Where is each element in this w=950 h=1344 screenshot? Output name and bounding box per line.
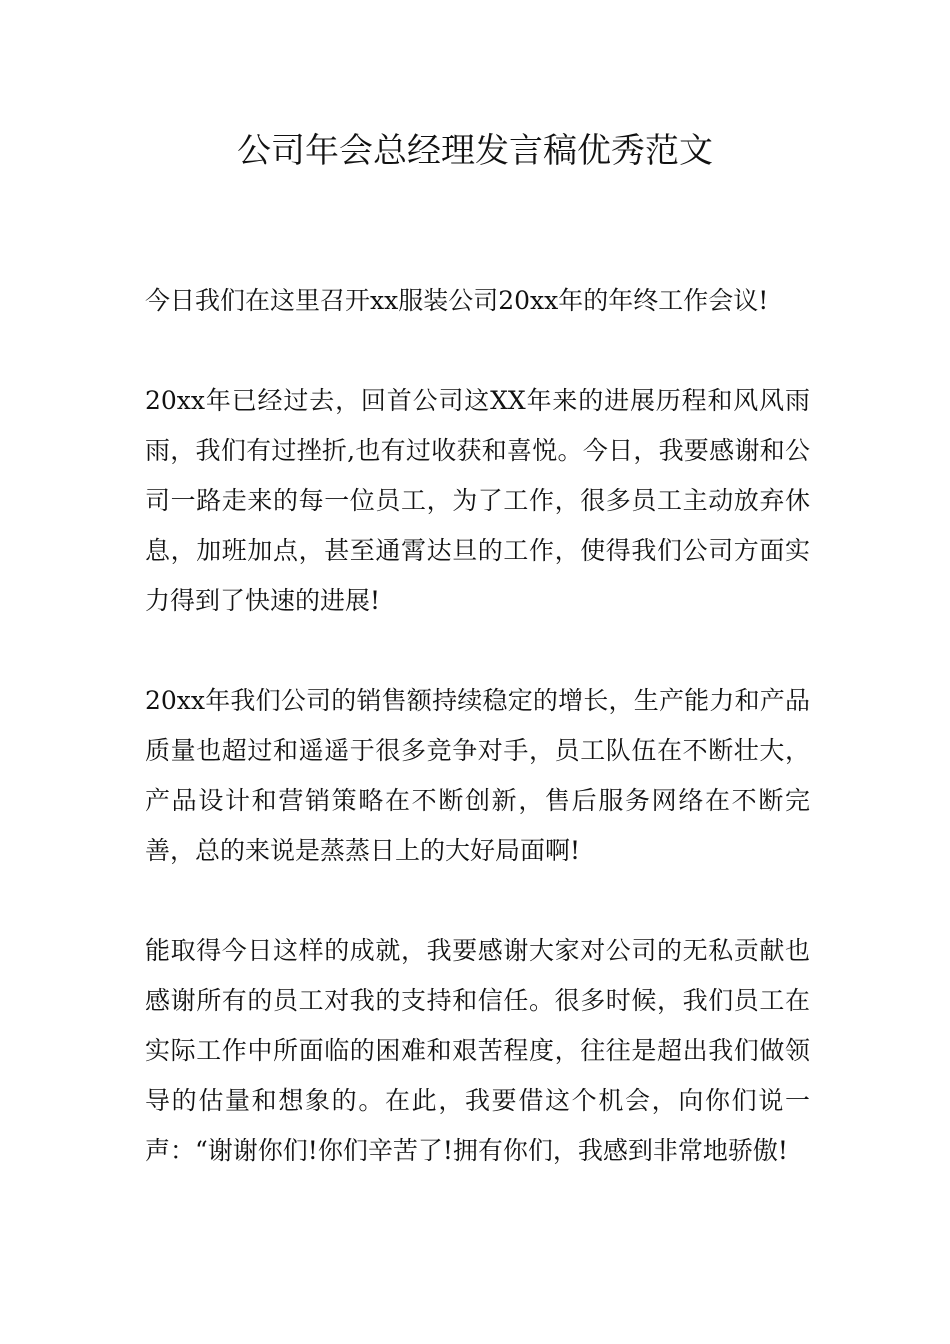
paragraph-4: 能取得今日这样的成就，我要感谢大家对公司的无私贡献也感谢所有的员工对我的支持和信任。很多时候，我们员工在实际工作中所面临的困难和艰苦程度，往往是超出我们做领导的估量和想象的。在此，我要借这个机会，向你们说一声：“谢谢你们!你们辛苦了!拥有你们，我感到非常地骄傲! <box>145 936 810 1165</box>
document-body <box>145 276 810 1226</box>
document-title: 公司年会总经理发言稿优秀范文 <box>237 131 713 171</box>
paragraph-1: 今日我们在这里召开xx服装公司20xx年的年终工作会议! <box>145 286 769 315</box>
paragraph-2: 20xx年已经过去，回首公司这XX年来的进展历程和风风雨雨，我们有过挫折,也有过收获和喜悦。今日，我要感谢和公司一路走来的每一位员工，为了工作，很多员工主动放弃休息，加班加点，甚至通霄达旦的工作，使得我们公司方面实力得到了快速的进展! <box>145 386 810 615</box>
paragraph-3: 20xx年我们公司的销售额持续稳定的增长，生产能力和产品质量也超过和遥遥于很多竞争对手，员工队伍在不断壮大，产品设计和营销策略在不断创新，售后服务网络在不断完善，总的来说是蒸蒸日上的大好局面啊! <box>145 686 810 865</box>
